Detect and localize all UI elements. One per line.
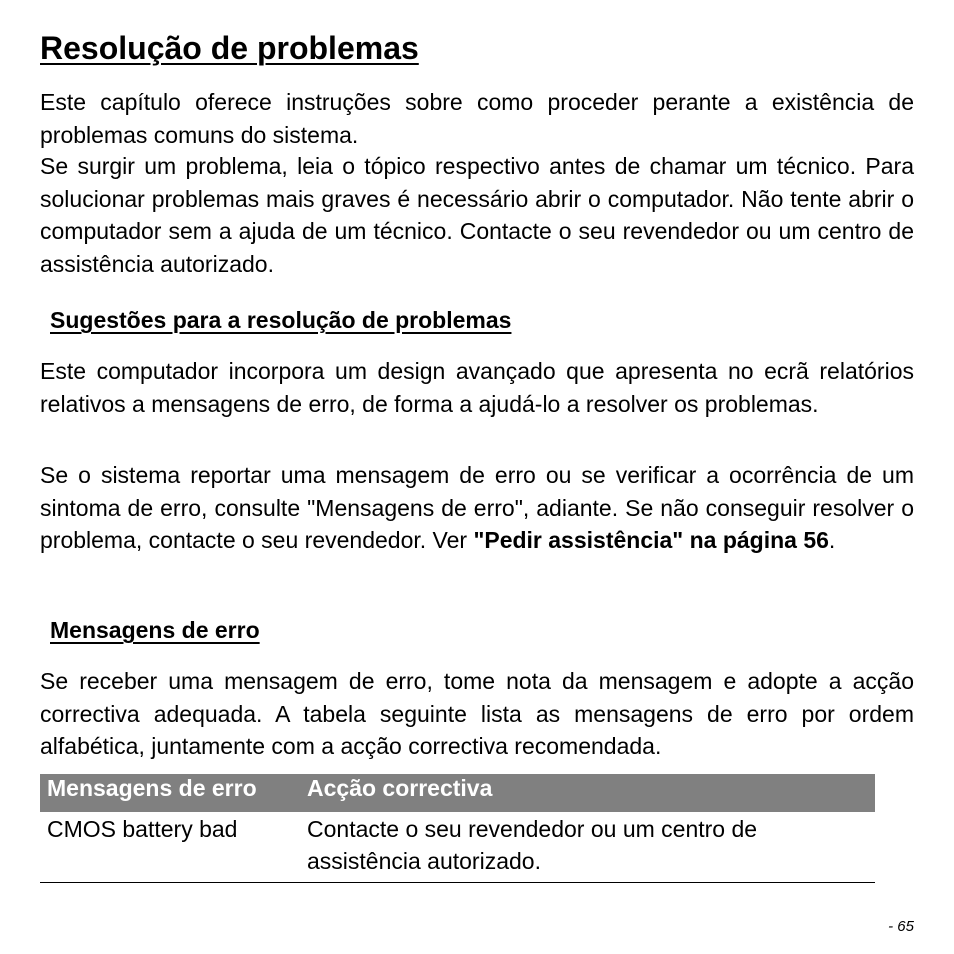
suggestions-paragraph-2 (40, 459, 914, 557)
error-messages-paragraph: Se receber uma mensagem de erro, tome nota da mensagem e adopte a acção correctiva adequada. A tabela seguinte lista as mensagens de erro por ordem alfabética, juntamente com a acção correctiva recomendada. (40, 668, 914, 759)
suggestions-paragraph-1: Este computador incorpora um design avançado que apresenta no ecrã relatórios relativos a mensagens de erro, de forma a ajudá-lo a resolver os problemas. (40, 358, 914, 417)
page-number: - 65 (888, 918, 914, 935)
column-header-message: Mensagens de erro (47, 775, 257, 801)
intro-paragraph-2: Se surgir um problema, leia o tópico respectivo antes de chamar um técnico. Para solucionar problemas mais graves é necessário abrir o computador. Não tente abrir o computador sem a ajuda de um técnico. Contacte o seu revendedor ou um centro de assistência autorizado. (40, 153, 914, 277)
cell-message: CMOS battery bad (47, 816, 238, 842)
section-heading-suggestions: Sugestões para a resolução de problemas (50, 307, 512, 333)
table-header (40, 774, 875, 812)
suggestions-text-end: . (828, 527, 836, 553)
table-row (40, 812, 875, 883)
page-title: Resolução de problemas (40, 30, 419, 66)
cell-action: Contacte o seu revendedor ou um centro de assistência autorizado. (307, 816, 758, 874)
section-heading-error-messages: Mensagens de erro (50, 617, 260, 643)
error-messages-table (40, 774, 875, 883)
column-header-action: Acção correctiva (307, 775, 493, 801)
suggestions-text: Se o sistema reportar uma mensagem de erro ou se verificar a ocorrência de um sintoma de erro, consulte "Mensagens de erro", adiante. Se não conseguir resolver o problema, contacte o seu revendedor. Ver (40, 462, 914, 553)
intro-paragraph-1: Este capítulo oferece instruções sobre como proceder perante a existência de problemas comuns do sistema. (40, 89, 914, 148)
help-link[interactable]: "Pedir assistência" na página 56 (473, 527, 829, 553)
